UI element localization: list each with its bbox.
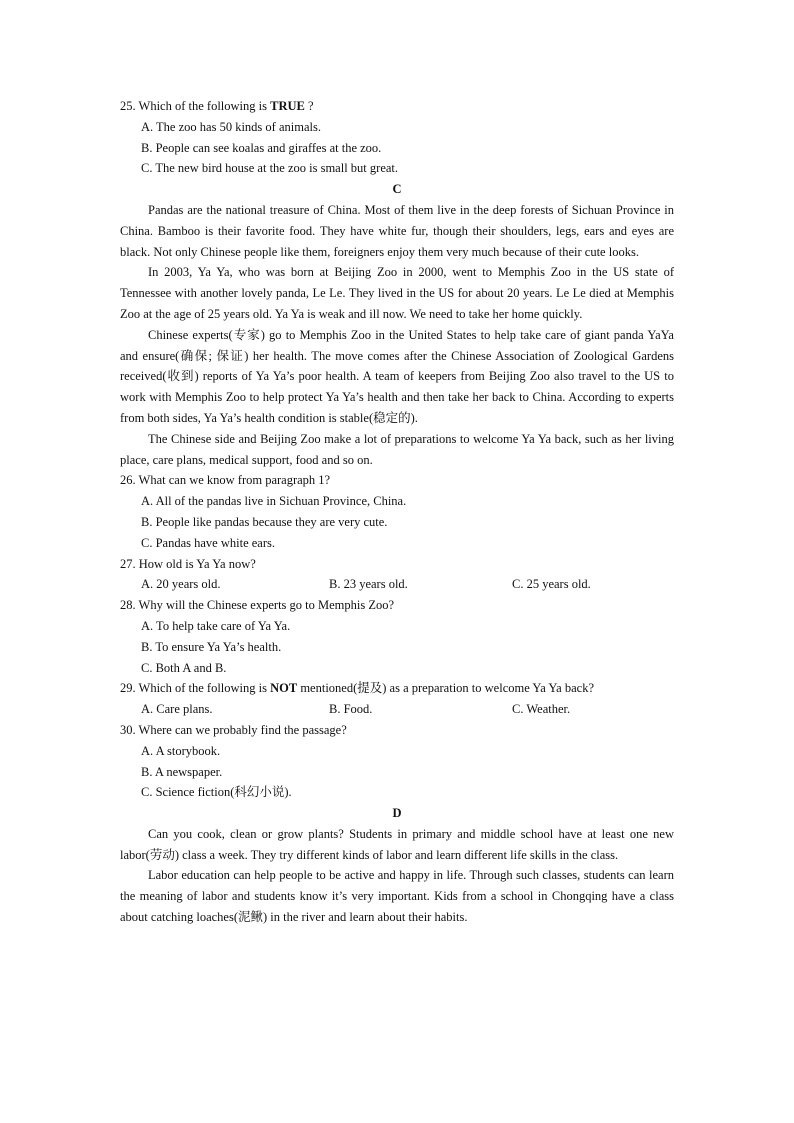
question-26-option-c: C. Pandas have white ears. (141, 535, 275, 550)
question-28-option-a: A. To help take care of Ya Ya. (141, 618, 291, 633)
question-27-option-b: B. 23 years old. (329, 577, 408, 592)
question-29-option-a: A. Care plans. (141, 702, 213, 717)
section-c-heading: C (392, 182, 402, 197)
question-29-stem: 29. Which of the following is NOT mentioned(提及) as a preparation to welcome Ya Ya back? (120, 681, 594, 696)
question-26-option-a: A. All of the pandas live in Sichuan Province, China. (141, 494, 407, 509)
question-30-option-b: B. A newspaper. (141, 764, 223, 779)
question-30-option-a: A. A storybook. (141, 743, 221, 758)
section-c-paragraph-4: The Chinese side and Beijing Zoo make a lot of preparations to welcome Ya Ya back, such as her living place, care plans, medical support, food and so on. (120, 431, 674, 467)
question-30-stem: 30. Where can we probably find the passage? (120, 722, 347, 737)
question-25-stem: 25. Which of the following is TRUE ? (120, 99, 314, 113)
section-c-paragraph-3: Chinese experts(专家) go to Memphis Zoo in the United States to help take care of giant panda YaYa and ensure(确保; 保证) her health. The move comes after the Chinese Association of Zoological Gardens received(收到) reports of Ya Ya’s poor health. A team of keepers from Beijing Zoo also travel to the US to work with Memphis Zoo to help protect Ya Ya’s health and then take her back to China. According to experts from both sides, Ya Ya’s health condition is stable(稳定的). (120, 327, 674, 425)
question-25-option-a: A. The zoo has 50 kinds of animals. (141, 119, 321, 134)
question-28-option-b: B. To ensure Ya Ya’s health. (141, 639, 282, 654)
section-d-paragraph-1: Can you cook, clean or grow plants? Students in primary and middle school have at least one new labor(劳动) class a week. They try different kinds of labor and learn different life skills in the class. (120, 826, 674, 862)
question-25-option-b: B. People can see koalas and giraffes at the zoo. (141, 140, 382, 155)
question-29-options (141, 699, 674, 720)
emphasis-not: NOT (270, 681, 298, 696)
section-c-paragraph-1: Pandas are the national treasure of China. Most of them live in the deep forests of Sichuan Province in China. Bamboo is their favorite food. They have white fur, though their shoulders, legs, ears and eyes are black. Not only Chinese people like them, foreigners enjoy them very much because of their cute looks. (120, 202, 674, 259)
question-27-option-c: C. 25 years old. (512, 577, 591, 592)
section-d-paragraph-2: Labor education can help people to be active and happy in life. Through such classes, students can learn the meaning of labor and students know it’s very important. Kids from a school in Chongqing have a class about catching loaches(泥鳅) in the river and learn about their habits. (120, 868, 674, 925)
question-29-option-c: C. Weather. (512, 702, 571, 717)
section-c-paragraph-2: In 2003, Ya Ya, who was born at Beijing Zoo in 2000, went to Memphis Zoo in the US state of Tennessee with another lovely panda, Le Le. They lived in the US for about 20 years. Le Le died at Memphis Zoo at the age of 25 years old. Ya Ya is weak and ill now. We need to take her home quickly. (120, 265, 674, 321)
question-28-stem: 28. Why will the Chinese experts go to Memphis Zoo? (120, 598, 395, 613)
emphasis-true: TRUE (270, 99, 305, 113)
exam-page (120, 96, 674, 928)
question-26-stem: 26. What can we know from paragraph 1? (120, 473, 331, 488)
question-28-option-c: C. Both A and B. (141, 660, 227, 675)
question-27-option-a: A. 20 years old. (141, 577, 221, 592)
question-27-options (141, 574, 674, 595)
question-29-option-b: B. Food. (329, 702, 373, 717)
section-d-heading: D (392, 806, 402, 821)
question-30-option-c: C. Science fiction(科幻小说). (141, 785, 292, 800)
question-27-stem: 27. How old is Ya Ya now? (120, 556, 256, 571)
question-26-option-b: B. People like pandas because they are very cute. (141, 514, 388, 529)
question-25-option-c: C. The new bird house at the zoo is small but great. (141, 161, 399, 176)
